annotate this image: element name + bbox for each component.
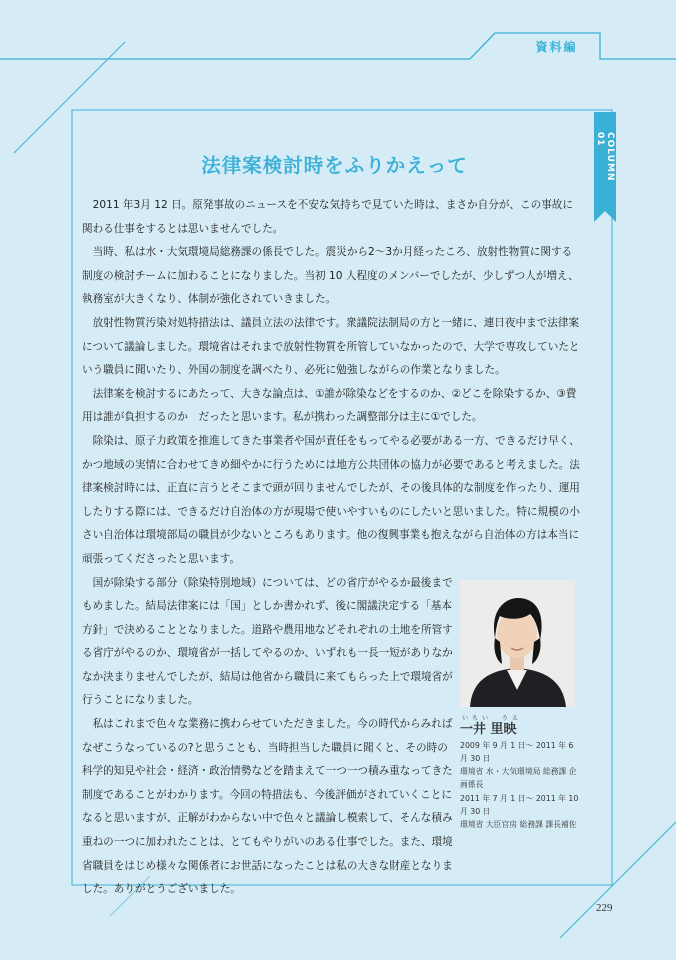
career-line-3: 2011 年 7 月 1 日～ 2011 年 10 月 30 日 bbox=[460, 793, 579, 817]
career-line-2: 環境省 水・大気環境局 総務課 企画係長 bbox=[460, 767, 577, 790]
author-name-ruby: いちい りえ bbox=[462, 715, 523, 722]
column-tab-label: COLUMN 01 bbox=[595, 132, 615, 182]
article-title: 法律案検討時をふりかえって bbox=[201, 154, 468, 177]
paragraph-7: 私はこれまで色々な業務に携わらせていただきました。今の時代からみればなぜこうなっているの?と思うことも、当時担当した職員に聞くと、その時の科学的知見や社会・経済・政治情勢などを踏まえて一つ一つ積み重なってきた制度であることがわかります。今回の特措法も、今後評価がされていくことになると思いますが、正解がわからない中で色々と議論し模索して、そんな積み重ねの一つに加われたことは、とてもやりがいのある仕事でした。また、環境省職員をはじめ様々な関係者にお世話になったことは私の大きな財産となりました。ありがとうございました。 bbox=[82, 718, 453, 896]
career-line-4: 環境省 大臣官房 総務課 課長補佐 bbox=[460, 820, 577, 830]
author-photo bbox=[460, 580, 575, 707]
paragraph-5: 除染は、原子力政策を推進してきた事業者や国が責任をもってやる必要がある一方、できるだけ早く、かつ地域の実情に合わせてきめ細やかに行うためには地方公共団体の協力が必要であると考えました。法律案検討時には、正直に言うとそこまで頭が回りませんでしたが、その後具体的な制度を作ったり、運用したりする際には、できるだけ自治体の方が現場で使いやすいものにしたいと思いました。特に規模の小さい自治体は環境部局の職員が少ないところもあります。他の復興事業も抱えながら自治体の方は本当に頑張ってくださったと思います。 bbox=[82, 434, 580, 565]
paragraph-6: 国が除染する部分（除染特別地域）については、どの省庁がやるか最後までもめました。結局法律案には「国」としか書かれず、後に閣議決定する「基本方針」で決めることとなりました。道路や農用地などそれぞれの土地を所管する省庁がやるのか、環境省が一括してやるのか、いずれも一長一短がありなかなか決まりませんでしたが、結局は他省から職員に来てもらった上で環境省が行うことになりました。 bbox=[82, 576, 453, 707]
page-number: 229 bbox=[596, 902, 613, 914]
section-tab-label: 資料編 bbox=[535, 40, 578, 54]
paragraph-1: 2011 年3月 12 日。原発事故のニュースを不安な気持ちで見ていた時は、まさか自分が、この事故に関わる仕事をするとは思いませんでした。 bbox=[82, 199, 573, 235]
paragraph-4: 法律案を検討するにあたって、大きな論点は、①誰が除染などをするのか、②どこを除染するか、③費用は誰が負担するのか だったと思います。私が携わった調整部分は主に①でした。 bbox=[82, 387, 577, 424]
paragraph-2: 当時、私は水・大気環境局総務課の係長でした。震災から2～3か月経ったころ、放射性物質に関する制度の検討チームに加わることになりました。当初 10 人程度のメンバーでしたが、少しずつ人が増え、執務室が大きくなり、体制が強化されていきました。 bbox=[82, 246, 579, 306]
author-profile bbox=[460, 712, 580, 832]
author-portrait-illustration bbox=[460, 580, 575, 707]
paragraph-3: 放射性物質汚染対処特措法は、議員立法の法律です。衆議院法制局の方と一緒に、連日夜中まで法律案について議論しました。環境省はそれまで放射性物質を所管していなかったので、大学で専攻していたという職員に聞いたり、外国の制度を調べたり、必死に勉強しながらの作業となりました。 bbox=[82, 316, 580, 377]
author-name: 一井 里映 bbox=[460, 722, 517, 738]
career-line-1: 2009 年 9 月 1 日～ 2011 年 6 月 30 日 bbox=[460, 740, 574, 763]
